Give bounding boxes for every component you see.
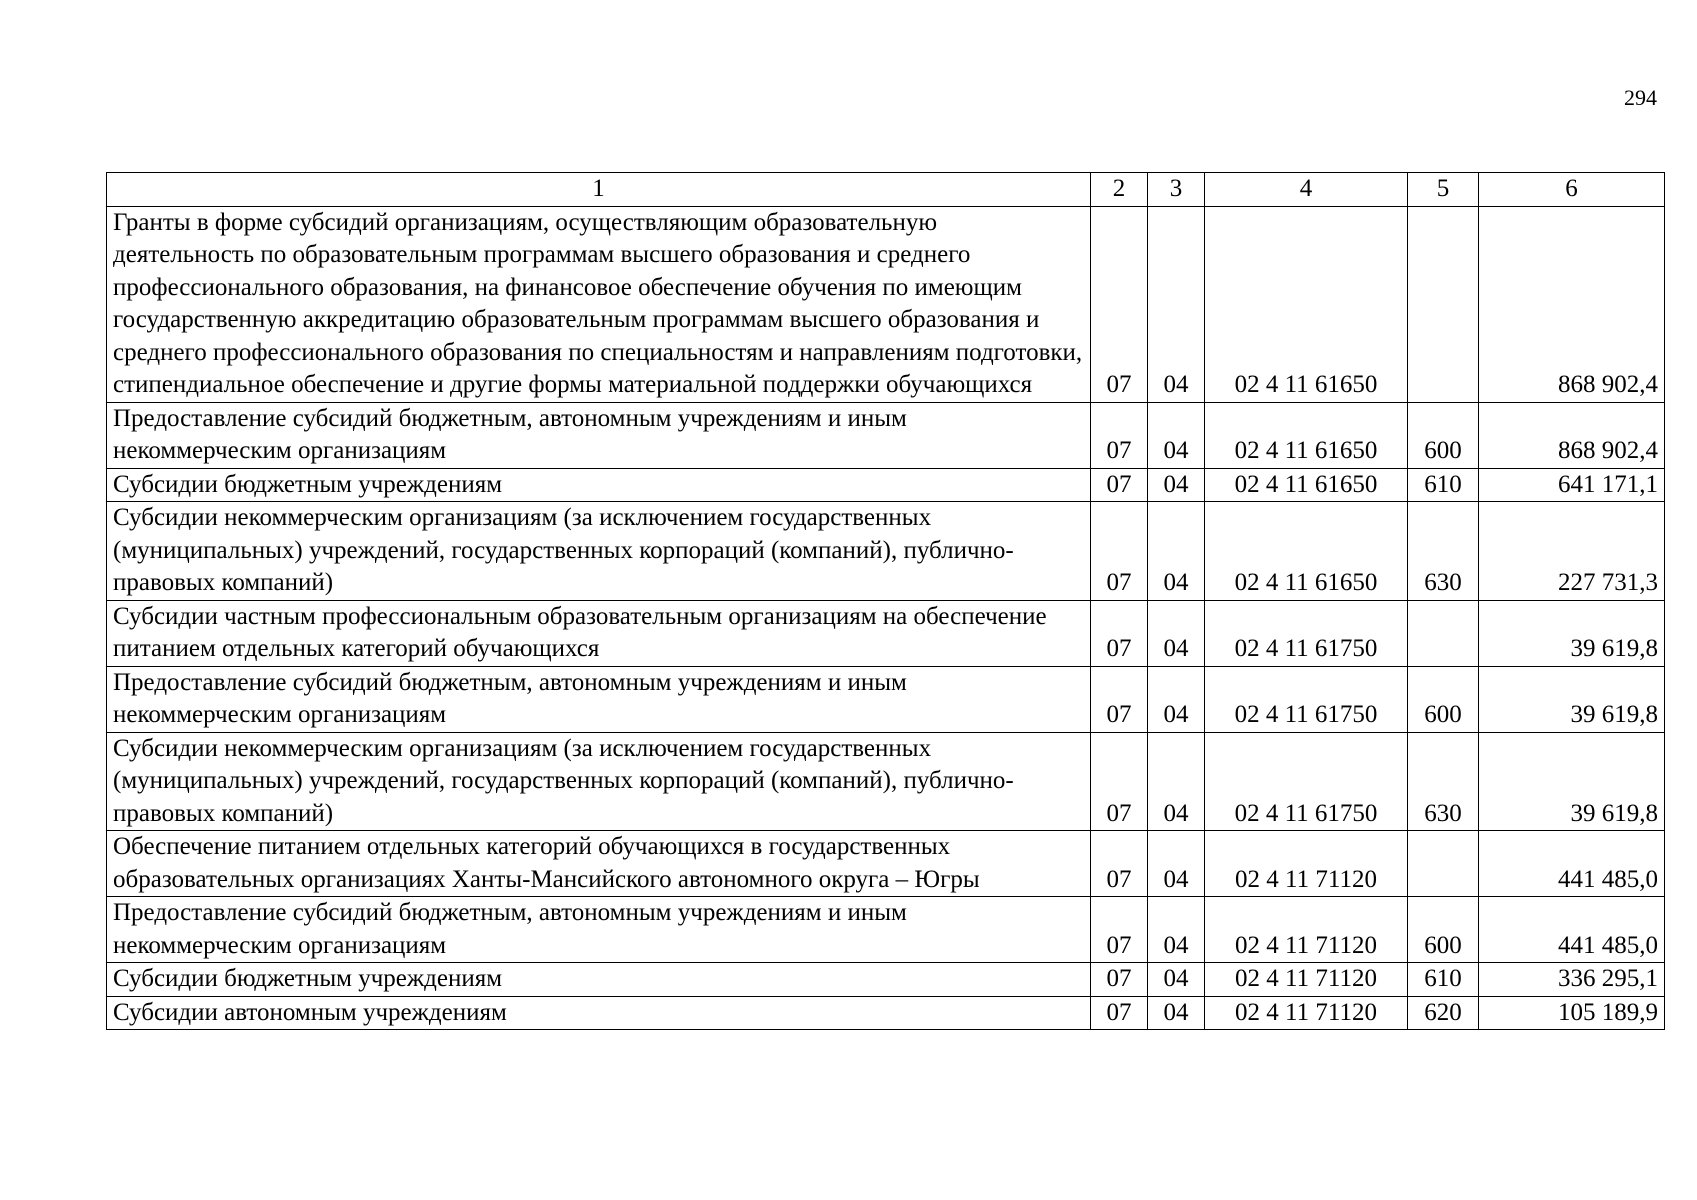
row-section: 07 xyxy=(1091,831,1148,897)
row-amount: 441 485,0 xyxy=(1479,897,1665,963)
row-target-code: 02 4 11 61650 xyxy=(1205,502,1408,601)
row-subsection: 04 xyxy=(1148,600,1205,666)
table-row xyxy=(107,600,1665,666)
row-description: Субсидии бюджетным учреждениям xyxy=(107,468,1091,502)
row-expense-type: 600 xyxy=(1408,402,1479,468)
row-description: Субсидии некоммерческим организациям (за исключением государственных (муниципальных) учреждений, государственных корпораций (компаний), публично-правовых компаний) xyxy=(107,502,1091,601)
row-amount: 39 619,8 xyxy=(1479,600,1665,666)
row-section: 07 xyxy=(1091,996,1148,1030)
row-section: 07 xyxy=(1091,963,1148,997)
page-number: 294 xyxy=(1624,85,1657,110)
row-target-code: 02 4 11 61750 xyxy=(1205,600,1408,666)
row-expense-type: 630 xyxy=(1408,732,1479,831)
row-section: 07 xyxy=(1091,468,1148,502)
row-subsection: 04 xyxy=(1148,502,1205,601)
row-target-code: 02 4 11 71120 xyxy=(1205,963,1408,997)
row-amount: 441 485,0 xyxy=(1479,831,1665,897)
row-subsection: 04 xyxy=(1148,666,1205,732)
header-col-6: 6 xyxy=(1479,173,1665,207)
row-description: Субсидии бюджетным учреждениям xyxy=(107,963,1091,997)
row-subsection: 04 xyxy=(1148,897,1205,963)
table-row xyxy=(107,897,1665,963)
table-row xyxy=(107,996,1665,1030)
row-amount: 641 171,1 xyxy=(1479,468,1665,502)
table-row xyxy=(107,732,1665,831)
row-subsection: 04 xyxy=(1148,831,1205,897)
row-section: 07 xyxy=(1091,600,1148,666)
row-subsection: 04 xyxy=(1148,206,1205,402)
row-expense-type: 620 xyxy=(1408,996,1479,1030)
table-row xyxy=(107,206,1665,402)
table-row xyxy=(107,963,1665,997)
header-col-5: 5 xyxy=(1408,173,1479,207)
row-description: Предоставление субсидий бюджетным, автономным учреждениям и иным некоммерческим организациям xyxy=(107,666,1091,732)
header-col-1: 1 xyxy=(107,173,1091,207)
row-description: Предоставление субсидий бюджетным, автономным учреждениям и иным некоммерческим организациям xyxy=(107,897,1091,963)
header-row xyxy=(107,173,1665,207)
row-amount: 39 619,8 xyxy=(1479,732,1665,831)
row-amount: 868 902,4 xyxy=(1479,402,1665,468)
row-expense-type xyxy=(1408,206,1479,402)
row-expense-type: 630 xyxy=(1408,502,1479,601)
table-row xyxy=(107,831,1665,897)
table-row xyxy=(107,666,1665,732)
row-expense-type xyxy=(1408,831,1479,897)
row-target-code: 02 4 11 71120 xyxy=(1205,996,1408,1030)
row-section: 07 xyxy=(1091,666,1148,732)
row-subsection: 04 xyxy=(1148,996,1205,1030)
row-description: Предоставление субсидий бюджетным, автономным учреждениям и иным некоммерческим организациям xyxy=(107,402,1091,468)
row-subsection: 04 xyxy=(1148,468,1205,502)
row-target-code: 02 4 11 61650 xyxy=(1205,402,1408,468)
row-description: Субсидии автономным учреждениям xyxy=(107,996,1091,1030)
row-target-code: 02 4 11 61650 xyxy=(1205,468,1408,502)
row-target-code: 02 4 11 61650 xyxy=(1205,206,1408,402)
row-target-code: 02 4 11 71120 xyxy=(1205,831,1408,897)
row-expense-type: 600 xyxy=(1408,897,1479,963)
table-row xyxy=(107,502,1665,601)
table-row xyxy=(107,468,1665,502)
row-section: 07 xyxy=(1091,732,1148,831)
table-header xyxy=(107,173,1665,207)
row-section: 07 xyxy=(1091,402,1148,468)
row-expense-type: 610 xyxy=(1408,468,1479,502)
row-section: 07 xyxy=(1091,897,1148,963)
header-col-4: 4 xyxy=(1205,173,1408,207)
row-target-code: 02 4 11 61750 xyxy=(1205,666,1408,732)
row-description: Субсидии некоммерческим организациям (за исключением государственных (муниципальных) учреждений, государственных корпораций (компаний), публично-правовых компаний) xyxy=(107,732,1091,831)
row-amount: 227 731,3 xyxy=(1479,502,1665,601)
row-section: 07 xyxy=(1091,502,1148,601)
row-description: Субсидии частным профессиональным образовательным организациям на обеспечение питанием отдельных категорий обучающихся xyxy=(107,600,1091,666)
row-section: 07 xyxy=(1091,206,1148,402)
row-amount: 105 189,9 xyxy=(1479,996,1665,1030)
header-col-3: 3 xyxy=(1148,173,1205,207)
row-amount: 336 295,1 xyxy=(1479,963,1665,997)
row-expense-type: 610 xyxy=(1408,963,1479,997)
row-subsection: 04 xyxy=(1148,732,1205,831)
budget-table xyxy=(106,172,1665,1030)
row-expense-type xyxy=(1408,600,1479,666)
row-subsection: 04 xyxy=(1148,963,1205,997)
row-amount: 868 902,4 xyxy=(1479,206,1665,402)
row-description: Обеспечение питанием отдельных категорий обучающихся в государственных образовательных организациях Ханты-Мансийского автономного округа – Югры xyxy=(107,831,1091,897)
row-amount: 39 619,8 xyxy=(1479,666,1665,732)
row-description: Гранты в форме субсидий организациям, осуществляющим образовательную деятельность по образовательным программам высшего образования и среднего профессионального образования, на финансовое обеспечение обучения по имеющим государственную аккредитацию образовательным программам высшего образования и среднего профессионального образования по специальностям и направлениям подготовки, стипендиальное обеспечение и другие формы материальной поддержки обучающихся xyxy=(107,206,1091,402)
table-row xyxy=(107,402,1665,468)
header-col-2: 2 xyxy=(1091,173,1148,207)
row-target-code: 02 4 11 61750 xyxy=(1205,732,1408,831)
row-expense-type: 600 xyxy=(1408,666,1479,732)
table-body xyxy=(107,206,1665,1030)
row-subsection: 04 xyxy=(1148,402,1205,468)
row-target-code: 02 4 11 71120 xyxy=(1205,897,1408,963)
